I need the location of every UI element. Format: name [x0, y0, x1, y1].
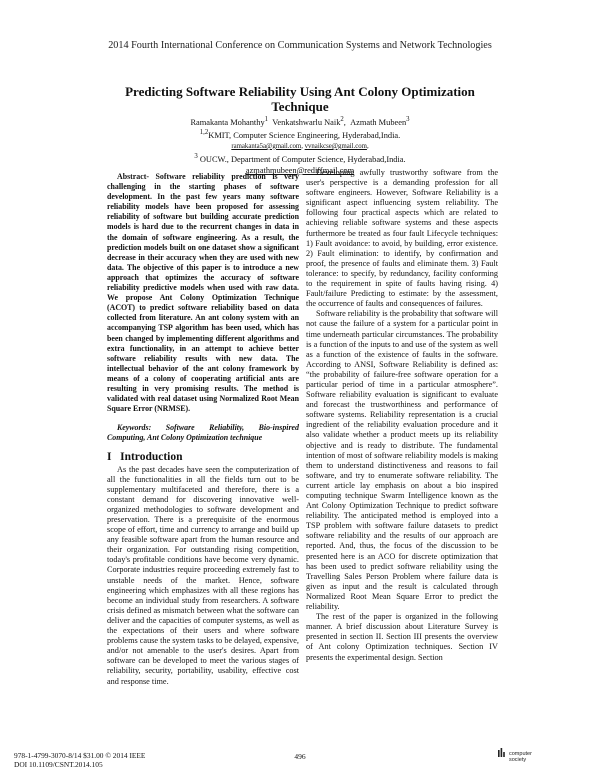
section-heading-introduction [107, 452, 299, 462]
computer-society-logo [496, 747, 536, 769]
author-names: Ramakanta Mohanthy$^1$ Venkatshwarlu Naik$^2$, Azmath Mubeen$^3$ [190, 116, 410, 127]
footer-isbn: 978-1-4799-3070-8/14 $31.00 © 2014 IEEE [14, 751, 146, 760]
computer-society-logo-icon [498, 748, 508, 758]
email-separator: , [301, 142, 305, 150]
author-3-sup: 3 [406, 116, 410, 123]
author-1: Ramakanta Mohanthy [190, 117, 265, 127]
right-paragraph-3: The rest of the paper is organized in the following manner. A brief discussion about Literature Survey is presented in section II. Section III presents the overview of Ant colony Optimization techniques. Section IV presents the experimental design. Section [306, 612, 498, 662]
logo-text [509, 751, 532, 763]
keywords: Keywords: Software Reliability, Bio-inspired Computing, Ant Colony Optimization technique [107, 423, 299, 443]
affiliation-2-sup: 3 [194, 153, 198, 161]
paper-title: Predicting Software Reliability Using Ant Colony Optimization Technique [125, 84, 475, 114]
email-1-link[interactable]: ramakanta5a@gmail.com [231, 142, 302, 150]
affiliation-1 [60, 128, 540, 141]
intro-paragraph-1: As the past decades have seen the computerization of all the functionalities in all the fields turn out to be supplementary multifaceted and therefore, there is a constant demand for discovering innovative well-organized methodologies to software development and preservation. There is a prerequisite of the enormous scope of effort, time and currency to arrange and build up any feasible software apart from the human resource and their organization. For outstanding rising competition, today's profitable conditions have become very dynamic. Corporate industries require proceeding extremely fast to unstable needs of the market. Hence, software engineering which emphasizes with all these regions has become an individual study from researchers. A software crisis defined as mismatch between what the software can deliver and the capacities of computer systems, as well as the expectations of their users and where software problems cause the system tasks to be delayed, expensive, and/or not amenable to the user's desires. Apart from software can be developed to meet the various stages of reliability, security, portability, usability, effective cost and response time. [107, 464, 299, 686]
affiliation-2 [60, 152, 540, 165]
emails-1 [60, 142, 540, 153]
section-title: Introduction [120, 451, 183, 464]
logo-text-line1: computer [509, 751, 532, 757]
affiliation-1-sup: 1,2 [199, 129, 209, 137]
conference-header: 2014 Fourth International Conference on Communication Systems and Network Technologies [108, 40, 492, 51]
email-2-tail: , [366, 142, 369, 150]
right-paragraph-1: Developing awfully trustworthy software from the user's perspective is a demanding profession for all software engineers. However, Software Reliability is a significant aspect influencing system reliability. The following four practical aspects which are related to achieving reliable software systems and these aspects furthermore be treated as four fault Lifecycle techniques: 1) Fault avoidance: to avoid, by building, error existence. 2) Fault elimination: to identify, by confirmation and proof, the presence of faults and eliminate them. 3) Fault tolerance: to specify, by redundancy, facility conforming to the requirement in spite of faults having rising. 4) Fault/failure Predicting to estimate: by the assessment, the occurrence of faults and consequences of failures. [306, 168, 498, 309]
author-2: Venkatshwarlu Naik [272, 117, 341, 127]
author-1-sup: 1 [264, 116, 269, 123]
abstract: Abstract- Software reliability prediction is very challenging in the starting phases of software development. In the past few years many software reliability models have been proposed for assessing reliability of software but building accurate prediction models is hard due to the recurrent changes in data in the domain of software engineering. As a result, the prediction models built on one dataset show a significant decrease in their accuracy when they are used with new data. The objective of this paper is to introduce a new approach that optimizes the accuracy of software reliability predictive models when used with raw data. We propose Ant Colony Optimization Technique (ACOT) to predict software reliability based on data collected from literature. An ant colony system with an accompanying TSP algorithm has been used, which has been changed by implementing different algorithms and extra functionality, in an attempt to achieve better software reliability results with new data. The intellectual behavior of the ant colony framework by means of a colony of cooperating artificial ants are resulting in very promising results. The method is validated with real dataset using Normalized Root Mean Square Error (NRMSE). [107, 172, 299, 414]
affiliation-2-text: OUCW., Department of Computer Science, Hyderabad,India. [199, 155, 406, 165]
logo-text-line2: society [509, 757, 527, 763]
footer-doi: DOI 10.1109/CSNT.2014.105 [14, 760, 103, 769]
author-2-sup: 2 [340, 116, 344, 123]
right-paragraph-2: Software reliability is the probability that software will not cause the failure of a system for a particular point in time underneath particular circumstances. The probability is a function of the inputs to and use of the system as well as a function of the existence of faults in the software. According to ANSI, Software Reliability is defined as: “the probability of failure-free software operation for a particular period of time in a particular atmosphere”. Software reliability evaluation is significant to evaluate and forecast the trustworthiness and performance of software systems. Reliability representation is a crucial ingredient of the reliability evaluation procedure and it also validate whether a product meets up its reliability objective and is ready to distribute. The fundamental intention of most of software reliability models is making them to understand distinctiveness and reasons to fail software, and try to enumerate software reliability. The current article lay emphasis on about a bio inspired computing technique Swarm Intelligence known as the Ant Colony Optimization Technique to predict software reliability. The anticipated method is employed into a TSP problem with software failure datasets to predict software reliability and the results of our approach are reported. And, thus, the focus of the discussion to be presented here is an ACO for discrete optimization that has been used to predict software reliability using the Travelling Sales Person Problem where failure data is given as input and the result is calculated through Normalized Root Mean Square Error to predict the reliability. [306, 309, 498, 612]
right-column [306, 168, 498, 663]
affiliation-1-text: KMIT, Computer Science Engineering, Hyderabad,India. [208, 131, 401, 141]
left-column [107, 168, 299, 687]
email-3-link[interactable]: azmathmubeen@rediffmail.com [245, 165, 355, 175]
email-2-link[interactable]: vvnaikcse@gmail.com [304, 142, 367, 150]
author-3: Azmath Mubeen [350, 117, 407, 127]
section-number: I [107, 451, 112, 464]
page-number: 496 [294, 752, 306, 761]
